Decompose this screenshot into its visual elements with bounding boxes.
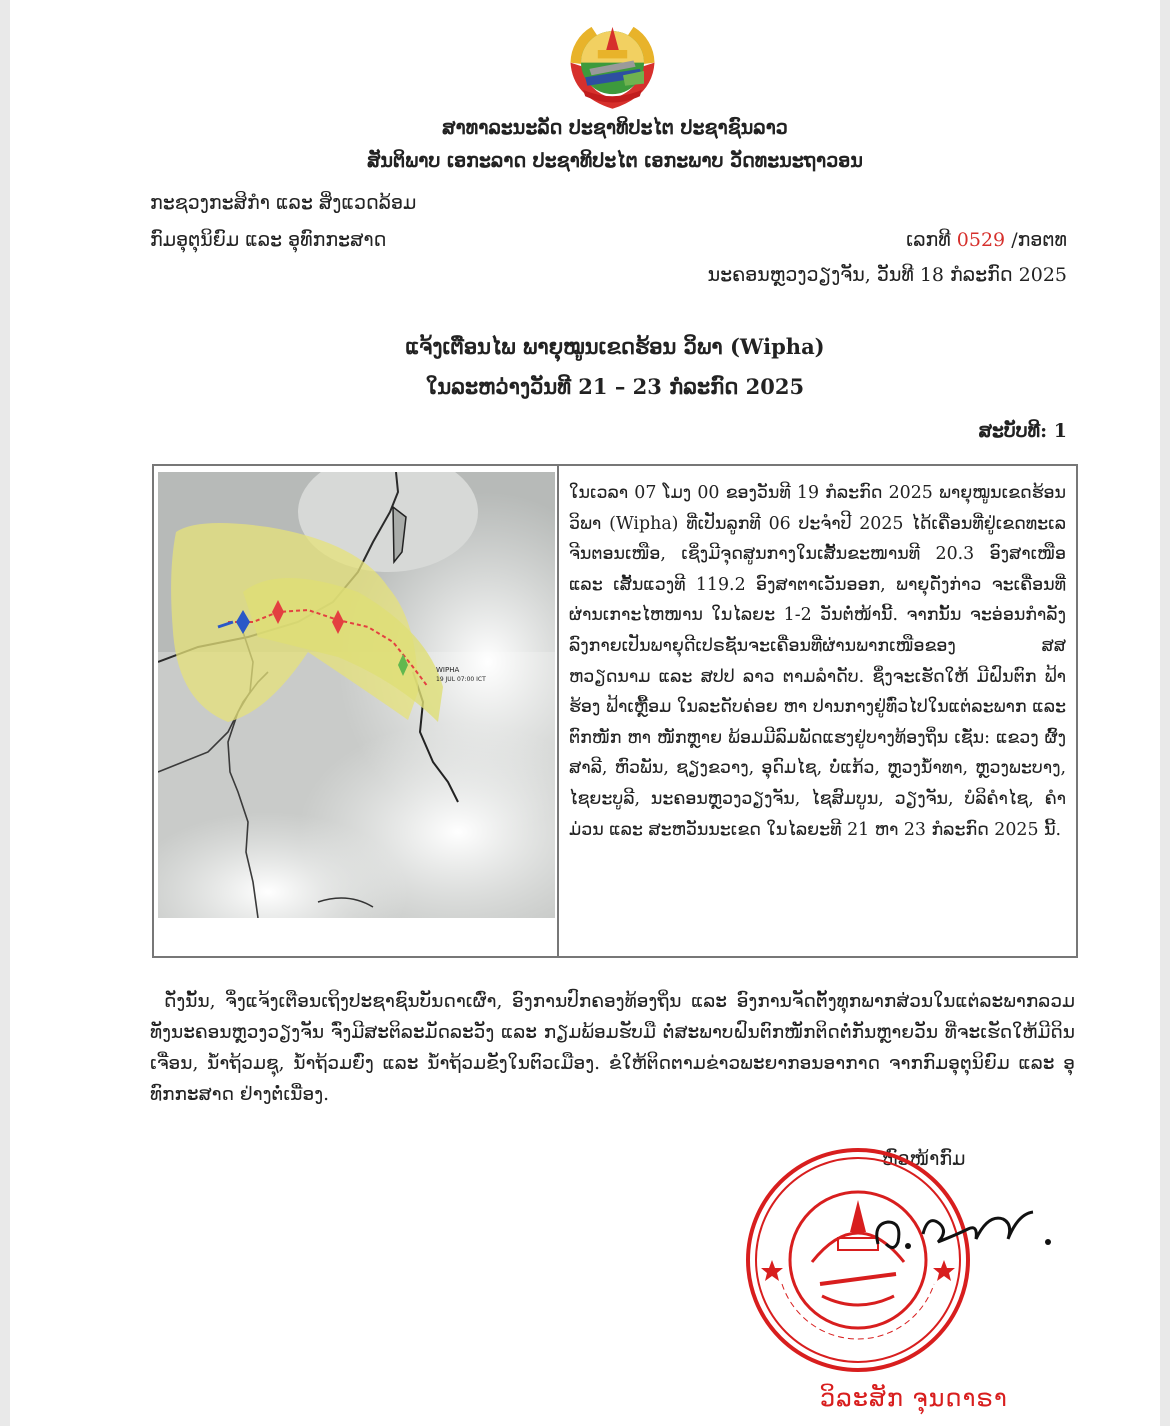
department-name: ກົມອຸຕຸນິຍົມ ແລະ ອຸທົກກະສາດ <box>150 229 387 251</box>
reference-suffix: /ກອຕທ <box>1011 229 1067 251</box>
storm-label: WIPHA <box>436 666 460 674</box>
signatory-title: ຫົວໜ້າກົມ <box>882 1148 966 1170</box>
ministry-name: ກະຊວງກະສິກຳ ແລະ ສິ່ງແວດລ້ອມ <box>150 192 417 214</box>
handwritten-signature <box>868 1194 1058 1264</box>
place-date: ນະຄອນຫຼວງວຽງຈັນ, ວັນທີ 18 ກໍລະກົດ 2025 <box>707 264 1067 286</box>
reference-number-value: 0529 <box>956 229 1006 251</box>
document-title: ແຈ້ງເຕືອນໄພ ພາຍຸໝູນເຂດຮ້ອນ ວິພາ (Wipha) <box>405 334 825 359</box>
storm-description: ໃນເວລາ 07 ໂມງ 00 ຂອງວັນທີ 19 ກໍລະກົດ 2025 ພາຍຸໝູນເຂດຮ້ອນ ວິພາ (Wipha) ທີ່ເປັນລູກທີ 06 ປະຈຳປີ 2025 ໄດ້ເຄື່ອນທີ່ຢູ່ເຂດທະເລຈີນຕອນເໜືອ, ເຊິ່ງມີຈຸດສູນກາງໃນເສັ້ນຂະໜານທີ 20.3 ອົງສາເໜືອ ແລະ ເສັ້ນແວງທີ 119.2 ອົງສາຕາເວັນອອກ, ພາຍຸດັ່ງກ່າວ ຈະເຄື່ອນທີ່ຜ່ານເກາະໄຫໜານ ໃນໄລຍະ 1-2 ວັນຕໍ່ໜ້ານີ້. ຈາກນັ້ນ ຈະອ່ອນກຳລັງລົງກາຍເປັນພາຍຸດີເປຣຊັນຈະເຄື່ອນທີ່ຜ່ານພາກເໜືອຂອງ ສສ ຫວຽດນາມ ແລະ ສປປ ລາວ ຕາມລຳດັບ. ຊຶ່ງຈະເຮັດໃຫ້ ມີຝົນຕົກ ຟ້າຮ້ອງ ຟ້າເຫຼື້ອມ ໃນລະດັບຄ່ອຍ ຫາ ປານກາງຢູ່ທົ່ວໄປໃນແຕ່ລະພາກ ແລະ ຕົກໜັກ ຫາ ໜັກຫຼາຍ ພ້ອມມີລົມພັດແຮງຢູ່ບາງທ້ອງຖິ່ນ ເຊັ່ນ: ແຂວງ ຜົ້ງສາລີ, ຫົວພັນ, ຊຽງຂວາງ, ອຸດົມໄຊ, ບໍ່ແກ້ວ, ຫຼວງນ້ຳທາ, ຫຼວງພະບາງ, ໄຊຍະບູລີ, ນະຄອນຫຼວງວຽງຈັນ, ໄຊສົມບູນ, ວຽງຈັນ, ບໍລິຄຳໄຊ, ຄຳມ່ວນ ແລະ ສະຫວັນນະເຂດ ໃນໄລຍະທີ 21 ຫາ 23 ກໍລະກົດ 2025 ນີ້. <box>569 483 1066 840</box>
table-divider <box>557 464 559 958</box>
national-motto: ສັນຕິພາບ ເອກະລາດ ປະຊາທິປະໄຕ ເອກະພາບ ວັດທະນະຖາວອນ <box>367 150 863 172</box>
document-subtitle: ໃນລະຫວ່າງວັນທີ 21 – 23 ກໍລະກົດ 2025 <box>425 374 805 399</box>
signatory-name: ວິລະສັກ ຈຸນດາຣາ <box>820 1384 1008 1412</box>
national-emblem-icon <box>560 8 665 113</box>
issue-number: ສະບັບທີ: 1 <box>978 420 1067 442</box>
storm-track-map <box>158 472 555 918</box>
reference-prefix: ເລກທີ <box>906 229 951 251</box>
country-name: ສາທາລະນະລັດ ປະຊາທິປະໄຕ ປະຊາຊົນລາວ <box>442 117 788 139</box>
storm-time: 19 JUL 07:00 ICT <box>436 676 486 683</box>
advice-paragraph: ດັ່ງນັ້ນ, ຈຶ່ງແຈ້ງເຕືອນເຖິງປະຊາຊົນບັນດາເຜົ່າ, ອົງການປົກຄອງທ້ອງຖິ່ນ ແລະ ອົງການຈັດຕັ້ງທຸກພາກສ່ວນໃນແຕ່ລະພາກລວມທັງນະຄອນຫຼວງວຽງຈັນ ຈົ່ງມີສະຕິລະມັດລະວັງ ແລະ ກຽມພ້ອມຮັບມື ຕໍ່ສະພາບຝົນຕົກໜັກຕິດຕໍ່ກັນຫຼາຍວັນ ທີ່ຈະເຮັດໃຫ້ມີດິນເຈື່ອນ, ນ້ຳຖ້ວມຊຸ, ນ້ຳຖ້ວມຍົ່ງ ແລະ ນ້ຳຖ້ວມຂັງໃນຕົວເມືອງ. ຂໍໃຫ້ຕິດຕາມຂ່າວພະຍາກອນອາກາດ ຈາກກົມອຸຕຸນິຍົມ ແລະ ອຸທົກກະສາດ ຢ່າງຕໍ່ເນື່ອງ. <box>150 991 1075 1105</box>
reference-number <box>906 229 1067 251</box>
satellite-map-image <box>158 472 555 918</box>
